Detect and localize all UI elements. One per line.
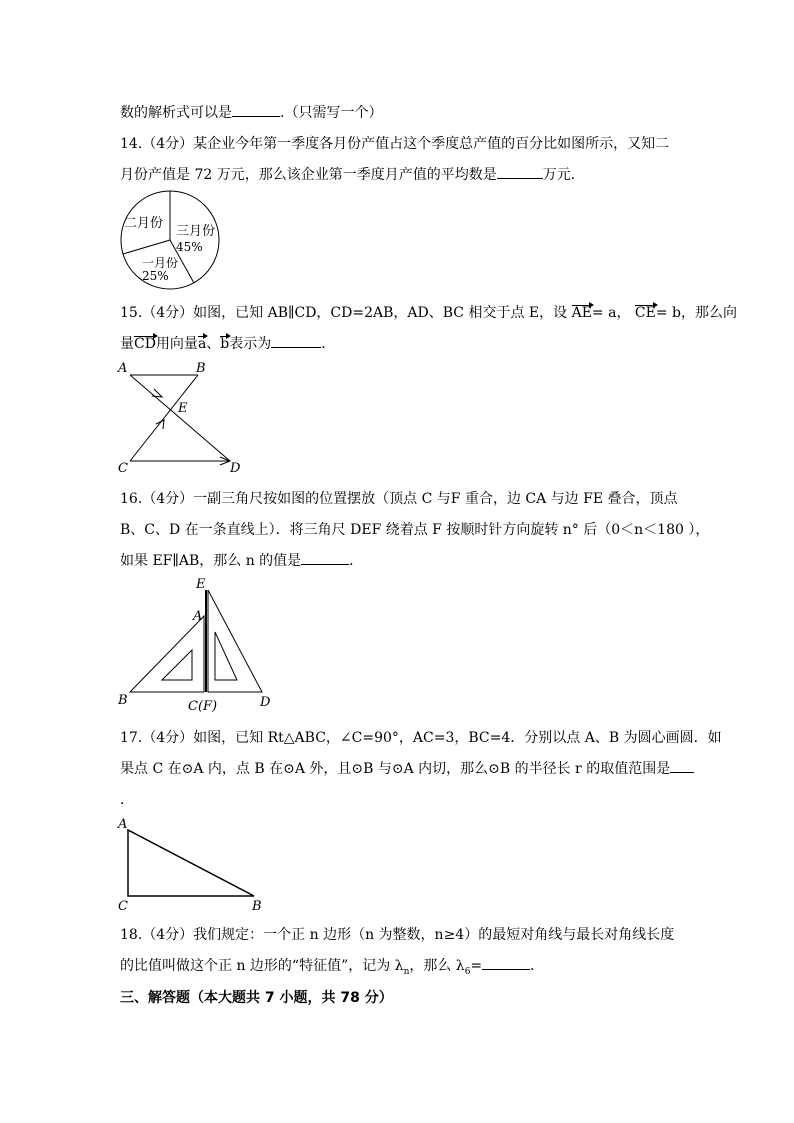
q15-blank[interactable] <box>271 335 321 348</box>
q15-text-2b: 用向量 <box>155 336 198 352</box>
label-d: D <box>260 695 271 710</box>
q15-sep: 、 <box>206 336 221 352</box>
q18-text-a: 的比值叫做这个正 n 边形的“特征值”，记为 λ <box>120 958 404 974</box>
q17-blank[interactable] <box>670 760 694 773</box>
q18-blank[interactable] <box>482 957 530 970</box>
q14-line1: 14.（4分）某企业今年第一季度各月份产值占这个季度总产值的百分比如图所示，又知二 <box>120 136 670 152</box>
q15-vec-a: a <box>197 336 207 352</box>
pie-label-feb: 二月份 <box>124 216 164 231</box>
pie-divider-left <box>123 240 170 254</box>
q15-text-2d: ． <box>321 336 336 352</box>
q14-pie-chart <box>120 190 224 294</box>
pie-label-jan: 一月份 <box>142 256 179 270</box>
section-3-title: 三、解答题（本大题共 7 小题，共 78 分） <box>120 990 393 1006</box>
q15-eq-a: = a， <box>591 305 631 321</box>
label-a: A <box>118 361 128 376</box>
q15-figure <box>116 358 246 474</box>
label-b: B <box>252 899 262 914</box>
label-e: E <box>196 577 206 592</box>
q17-line1: 17.（4分）如图，已知 Rt△ABC，∠C=90°，AC=3，BC=4．分别以点 A、B 为圆心画圆．如 <box>120 730 722 746</box>
arrow-ce-icon <box>156 420 164 429</box>
triangle-abc <box>128 830 254 896</box>
q15-text-a: 15.（4分）如图，已知 AB∥CD，CD=2AB，AD、BC 相交于点 E，设 <box>120 305 568 321</box>
q15-line2 <box>120 335 335 353</box>
pie-pct-jan: 25% <box>142 269 169 283</box>
label-a: A <box>118 817 128 832</box>
q13-line <box>120 104 382 122</box>
q18-line2 <box>120 957 544 981</box>
q16-text-a: 如果 EF∥AB，那么 n 的值是 <box>120 553 302 569</box>
q16-text-b: ． <box>349 553 364 569</box>
q15-vec-cd: CD <box>134 336 156 352</box>
pie-label-mar: 三月份 <box>176 224 216 239</box>
label-b: B <box>118 693 128 708</box>
q18-text-c: = <box>470 958 483 974</box>
q15-vec-ce: CE <box>634 305 656 321</box>
q13-blank[interactable] <box>232 104 280 117</box>
q17-line3: ． <box>120 792 134 808</box>
q18-sub-n: n <box>403 966 410 977</box>
q14-text-b: 万元． <box>542 167 585 183</box>
segment-bc <box>130 375 198 461</box>
segment-ad <box>130 375 230 461</box>
q18-text-b: ，那么 λ <box>409 958 465 974</box>
arrow-ae-icon <box>152 389 162 397</box>
q18-line1: 18.（4分）我们规定：一个正 n 边形（n 为整数，n≥4）的最短对角线与最长对角线长度 <box>120 927 675 943</box>
q14-blank[interactable] <box>497 166 543 179</box>
q18-sub-6: 6 <box>464 966 471 977</box>
q16-line3 <box>120 552 363 570</box>
q15-text-2c: 表示为 <box>229 336 272 352</box>
q14-text-a: 月份产值是 72 万元，那么该企业第一季度月产值的平均数是 <box>120 167 497 183</box>
q17-text: 果点 C 在⊙A 内，点 B 在⊙A 外，且⊙B 与⊙A 内切，那么⊙B 的半径长 r 的取值范围是 <box>120 761 671 777</box>
q16-line2: B、C、D 在一条直线上）．将三角尺 DEF 绕着点 F 按顺时针方向旋转 n° 后（0＜n＜180 ）， <box>120 522 710 538</box>
label-c: C <box>118 461 128 476</box>
label-c: C <box>118 899 128 914</box>
q17-line2 <box>120 760 694 778</box>
q13-tail: .（只需写一个） <box>280 105 383 121</box>
q16-line1: 16.（4分）一副三角尺按如图的位置摆放（顶点 C 与F 重合，边 CA 与边 FE 叠合，顶点 <box>120 491 678 507</box>
label-e: E <box>178 401 188 416</box>
label-d: D <box>230 461 241 476</box>
q16-figure <box>116 576 276 714</box>
triangle-abc <box>130 616 204 692</box>
pie-pct-mar: 45% <box>176 240 203 254</box>
q15-line1 <box>120 304 737 322</box>
label-cf: C(F) <box>188 699 218 714</box>
q13-text: 数的解析式可以是 <box>120 105 232 121</box>
q15-vec-b: b <box>220 336 230 352</box>
q14-line2 <box>120 166 585 184</box>
q15-text-2a: 量 <box>120 336 134 352</box>
q16-blank[interactable] <box>301 552 349 565</box>
label-b: B <box>196 361 206 376</box>
q17-figure <box>116 814 266 914</box>
q15-eq-b: = b，那么向 <box>655 305 737 321</box>
q15-vec-ae: AE <box>571 305 592 321</box>
label-a: A <box>193 609 203 624</box>
q18-text-d: ． <box>530 958 545 974</box>
